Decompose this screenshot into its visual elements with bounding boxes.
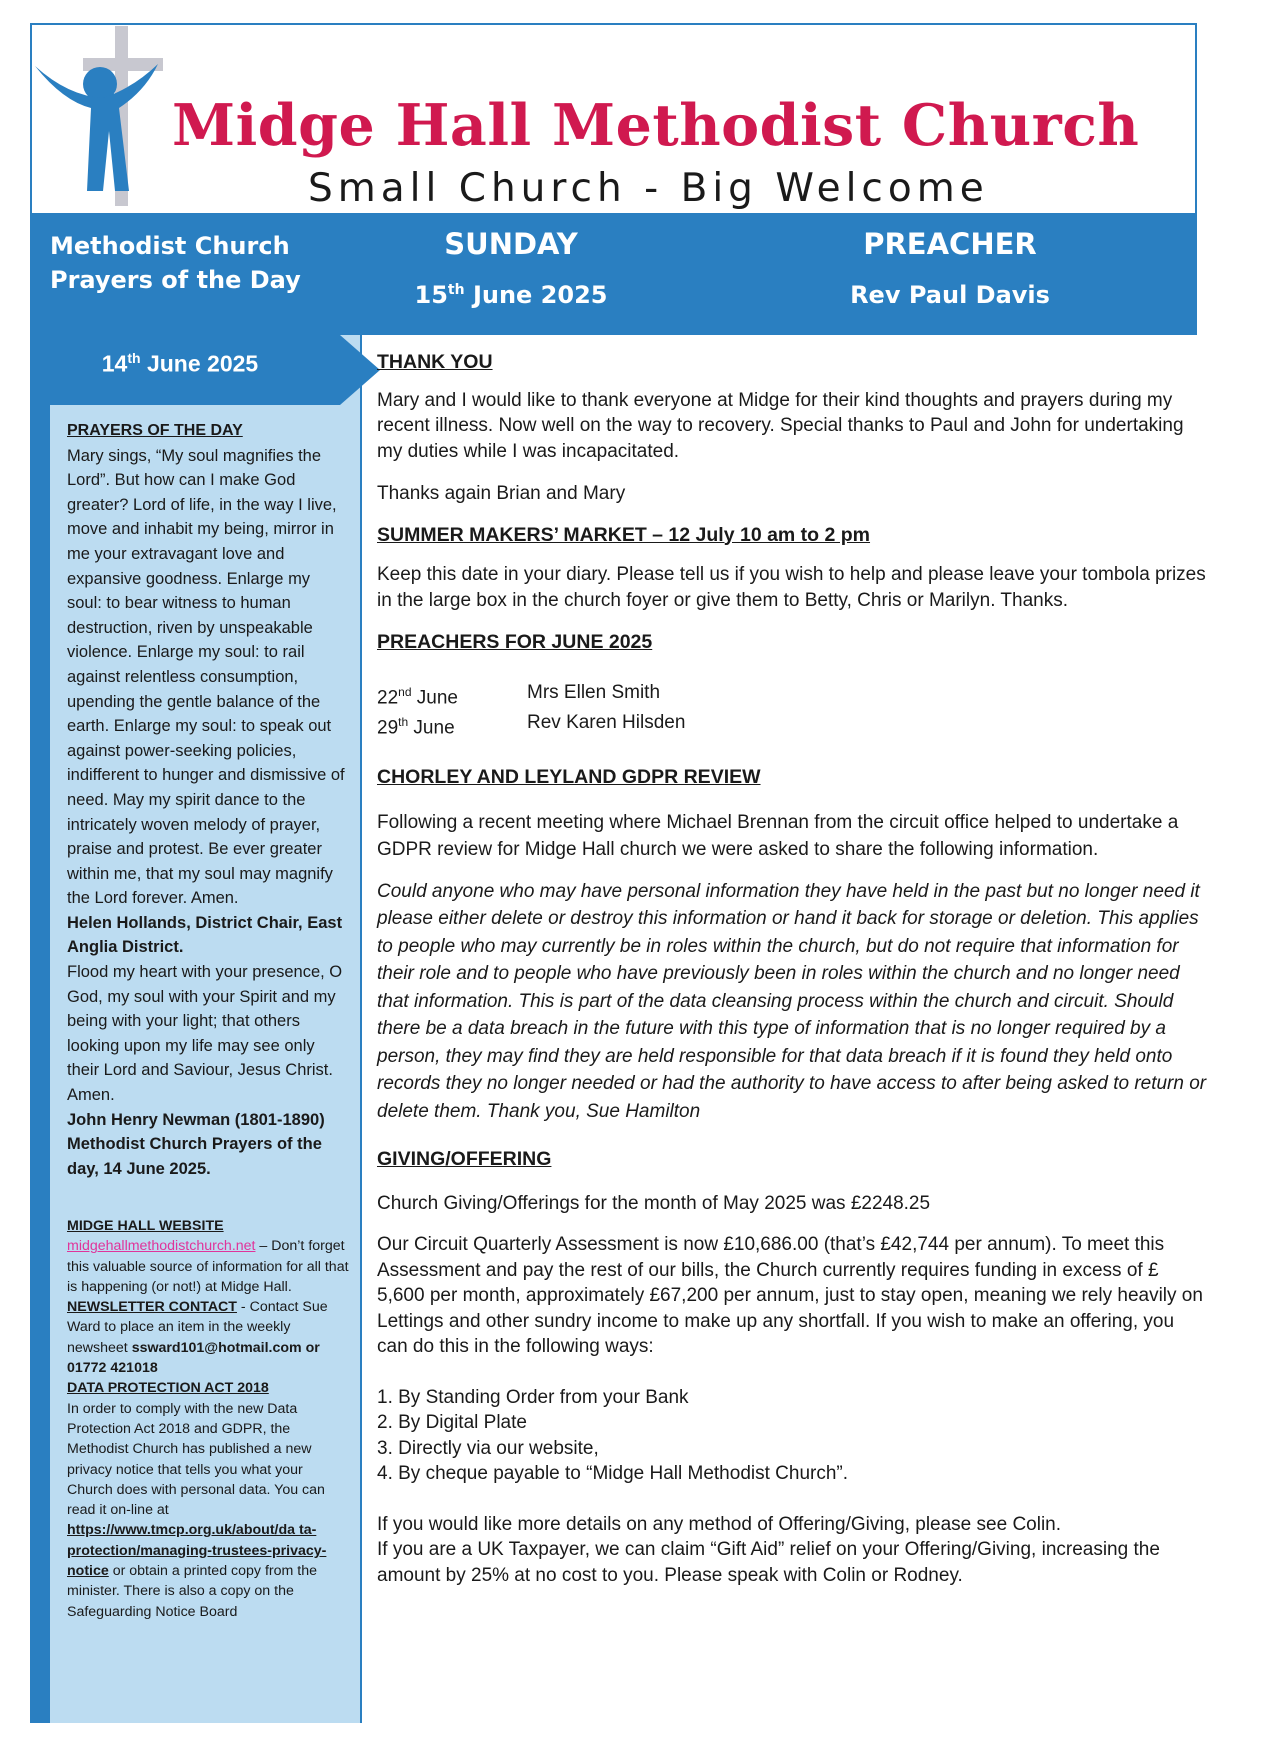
newsletter-heading: NEWSLETTER CONTACT (67, 1299, 237, 1316)
prayers-title-line2: Prayers of the Day (50, 266, 301, 294)
preacher-name-entry: Mrs Ellen Smith (527, 681, 661, 703)
gdpr-heading: CHORLEY AND LEYLAND GDPR REVIEW (377, 766, 761, 789)
newsletter-email[interactable]: ssward101@hotmail.com (131, 1339, 302, 1356)
service-info-band (30, 213, 1197, 335)
preacher-day: 29 (377, 717, 399, 739)
preacher-month: June (411, 686, 458, 708)
giving-ways-list (377, 1385, 1207, 1487)
preacher-name-entry: Rev Karen Hilsden (527, 712, 686, 734)
preacher-suffix: nd (398, 684, 412, 699)
sidebar-date (60, 350, 300, 378)
giving-total: Church Giving/Offerings for the month of May 2025 was £2248.25 (377, 1192, 931, 1214)
sunday-suffix: th (447, 282, 465, 298)
tagline: Small Church - Big Welcome (308, 166, 989, 211)
prayer-text-2: Flood my heart with your presence, O God, my soul with your Spirit and my being with your light; that others looking upon my life may see only their Lord and Saviour, Jesus Christ. Amen. (67, 963, 343, 1105)
sunday-label: SUNDAY (444, 227, 578, 261)
preacher-date (377, 680, 527, 711)
thank-you-body: Mary and I would like to thank everyone at Midge for their kind thoughts and prayers during my recent illness. Now well on the way to recovery. Special thanks to Paul and John for undertaking my duties while I was incapacitated. (377, 389, 1184, 462)
giving-way-item: 3. Directly via our website, (377, 1437, 599, 1459)
prayer-author-1: Helen Hollands, District Chair, East Anglia District. (67, 913, 343, 957)
notices-section (67, 1216, 352, 1622)
church-name: Midge Hall Methodist Church (172, 92, 1140, 159)
main-content (377, 350, 1207, 1588)
dpa-link[interactable]: https://www.tmcp.org.uk/about/da ta-protection/managing-trustees-privacy-notice (67, 1522, 327, 1580)
preacher-day: 22 (377, 686, 399, 708)
newsletter-notice (67, 1297, 352, 1378)
gdpr-request: Could anyone who may have personal information they have held in the past but no longer need it please either delete or destroy this information or hand it back for storage or deletion. This applies to people who may currently be in roles within the church, but do not require that information for their role and to people who have previously been in roles within the church and no longer need that information. This is part of the data cleansing process within the church and circuit. Should there be a data breach in the future with this type of information that is no longer required by a person, they may find they are held responsible for that data breach if it is found they held onto records they no longer needed or had the authority to have access to after being asked to return or delete them. Thank you, Sue Hamilton (377, 880, 1207, 1122)
prayers-title-line1: Methodist Church (50, 232, 290, 260)
prayers-title (50, 229, 301, 297)
giving-contact: If you would like more details on any method of Offering/Giving, please see Colin. (377, 1513, 1062, 1535)
sidebar-date-day: 14 (101, 350, 128, 377)
sidebar-stripe (30, 335, 50, 1723)
thank-you-sign: Thanks again Brian and Mary (377, 483, 626, 504)
gdpr-body: Following a recent meeting where Michael Brennan from the circuit office helped to undertake a GDPR review for Midge Hall church we were asked to share the following information. (377, 811, 1179, 861)
sunday-date (386, 281, 636, 309)
newsletter-phone: 01772 421018 (67, 1360, 158, 1377)
prayer-text-1: Mary sings, “My soul magnifies the Lord”. But how can I make God greater? Lord of life, in the way I live, move and inhabit my being, mirror in me your extravagant love and expansive goodness. Enlarge my soul: to bear witness to human destruction, riven by unspeakable violence. Enlarge my soul: to rail against relentless consumption, upending the gentle balance of the earth. Enlarge my soul: to speak out against power-seeking policies, indifferent to hunger and dismissive of need. May my spirit dance to the intricately woven melody of prayer, praise and protest. Be ever greater within me, that my soul may magnify the Lord forever. Amen. (67, 446, 345, 908)
giving-body: Our Circuit Quarterly Assessment is now £10,686.00 (that’s £42,744 per annum). To meet this Assessment and pay the rest of our bills, the Church currently requires funding in excess of £ 5,600 per month, approximately £67,200 per annum, just to stay open, meaning we rely heavily on Lettings and other sundry income to make up any shortfall. If you wish to make an offering, you can do this in the following ways: (377, 1234, 1203, 1358)
website-link[interactable]: midgehallmethodistchurch.net (67, 1238, 256, 1255)
preachers-list (377, 680, 1207, 742)
preacher-suffix: th (398, 715, 409, 730)
giving-heading: GIVING/OFFERING (377, 1148, 552, 1171)
preacher-row (377, 710, 1207, 741)
sunday-day: 15 (414, 281, 448, 309)
prayers-section (67, 419, 345, 1181)
giving-way-item: 1. By Standing Order from your Bank (377, 1386, 689, 1408)
sidebar-divider (360, 335, 362, 1723)
thank-you-heading: THANK YOU (377, 351, 493, 373)
website-notice (67, 1236, 352, 1297)
dpa-text: In order to comply with the new Data Protection Act 2018 and GDPR, the Methodist Church has published a new privacy notice that tells you what your Church does with personal data. You can read it on-line at (67, 1400, 325, 1519)
preacher-row (377, 680, 1207, 711)
website-heading: MIDGE HALL WEBSITE (67, 1218, 224, 1234)
dpa-notice (67, 1399, 352, 1622)
preachers-heading: PREACHERS FOR JUNE 2025 (377, 631, 653, 653)
giving-way-item: 4. By cheque payable to “Midge Hall Methodist Church”. (377, 1463, 849, 1485)
sidebar-date-rest: June 2025 (140, 350, 259, 377)
giving-way-item: 2. By Digital Plate (377, 1412, 527, 1434)
newsletter-or: or (301, 1339, 320, 1356)
preacher-name: Rev Paul Davis (850, 281, 1050, 309)
prayers-heading: PRAYERS OF THE DAY (67, 422, 243, 439)
preacher-date (377, 710, 527, 741)
gift-aid-note: If you are a UK Taxpayer, we can claim “Gift Aid” relief on your Offering/Giving, increasing the amount by 25% at no cost to you. Please speak with Colin or Rodney. (377, 1539, 1160, 1586)
market-body: Keep this date in your diary. Please tell us if you wish to help and please leave your tombola prizes in the large box in the church foyer or give them to Betty, Chris or Marilyn. Thanks. (377, 564, 1206, 611)
prayer-author-2: John Henry Newman (1801-1890) Methodist Church Prayers of the day, 14 June 2025. (67, 1110, 325, 1178)
newsletter-text: - Contact Sue Ward to place an item in the weekly newsheet (67, 1299, 328, 1356)
market-heading: SUMMER MAKERS’ MARKET – 12 July 10 am to 2 pm (377, 523, 871, 546)
sunday-rest: June 2025 (464, 281, 608, 309)
sidebar-date-suffix: th (127, 350, 141, 366)
dpa-heading: DATA PROTECTION ACT 2018 (67, 1380, 269, 1397)
cross-figure-logo-icon (33, 26, 183, 206)
website-text: – Don’t forget this valuable source of information for all that is happening (or not!) at Midge Hall. (67, 1238, 349, 1295)
preacher-month: June (408, 717, 455, 739)
preacher-label: PREACHER (863, 227, 1037, 261)
dpa-text-2: or obtain a printed copy from the minister. There is also a copy on the Safeguarding Notice Board (67, 1563, 317, 1620)
